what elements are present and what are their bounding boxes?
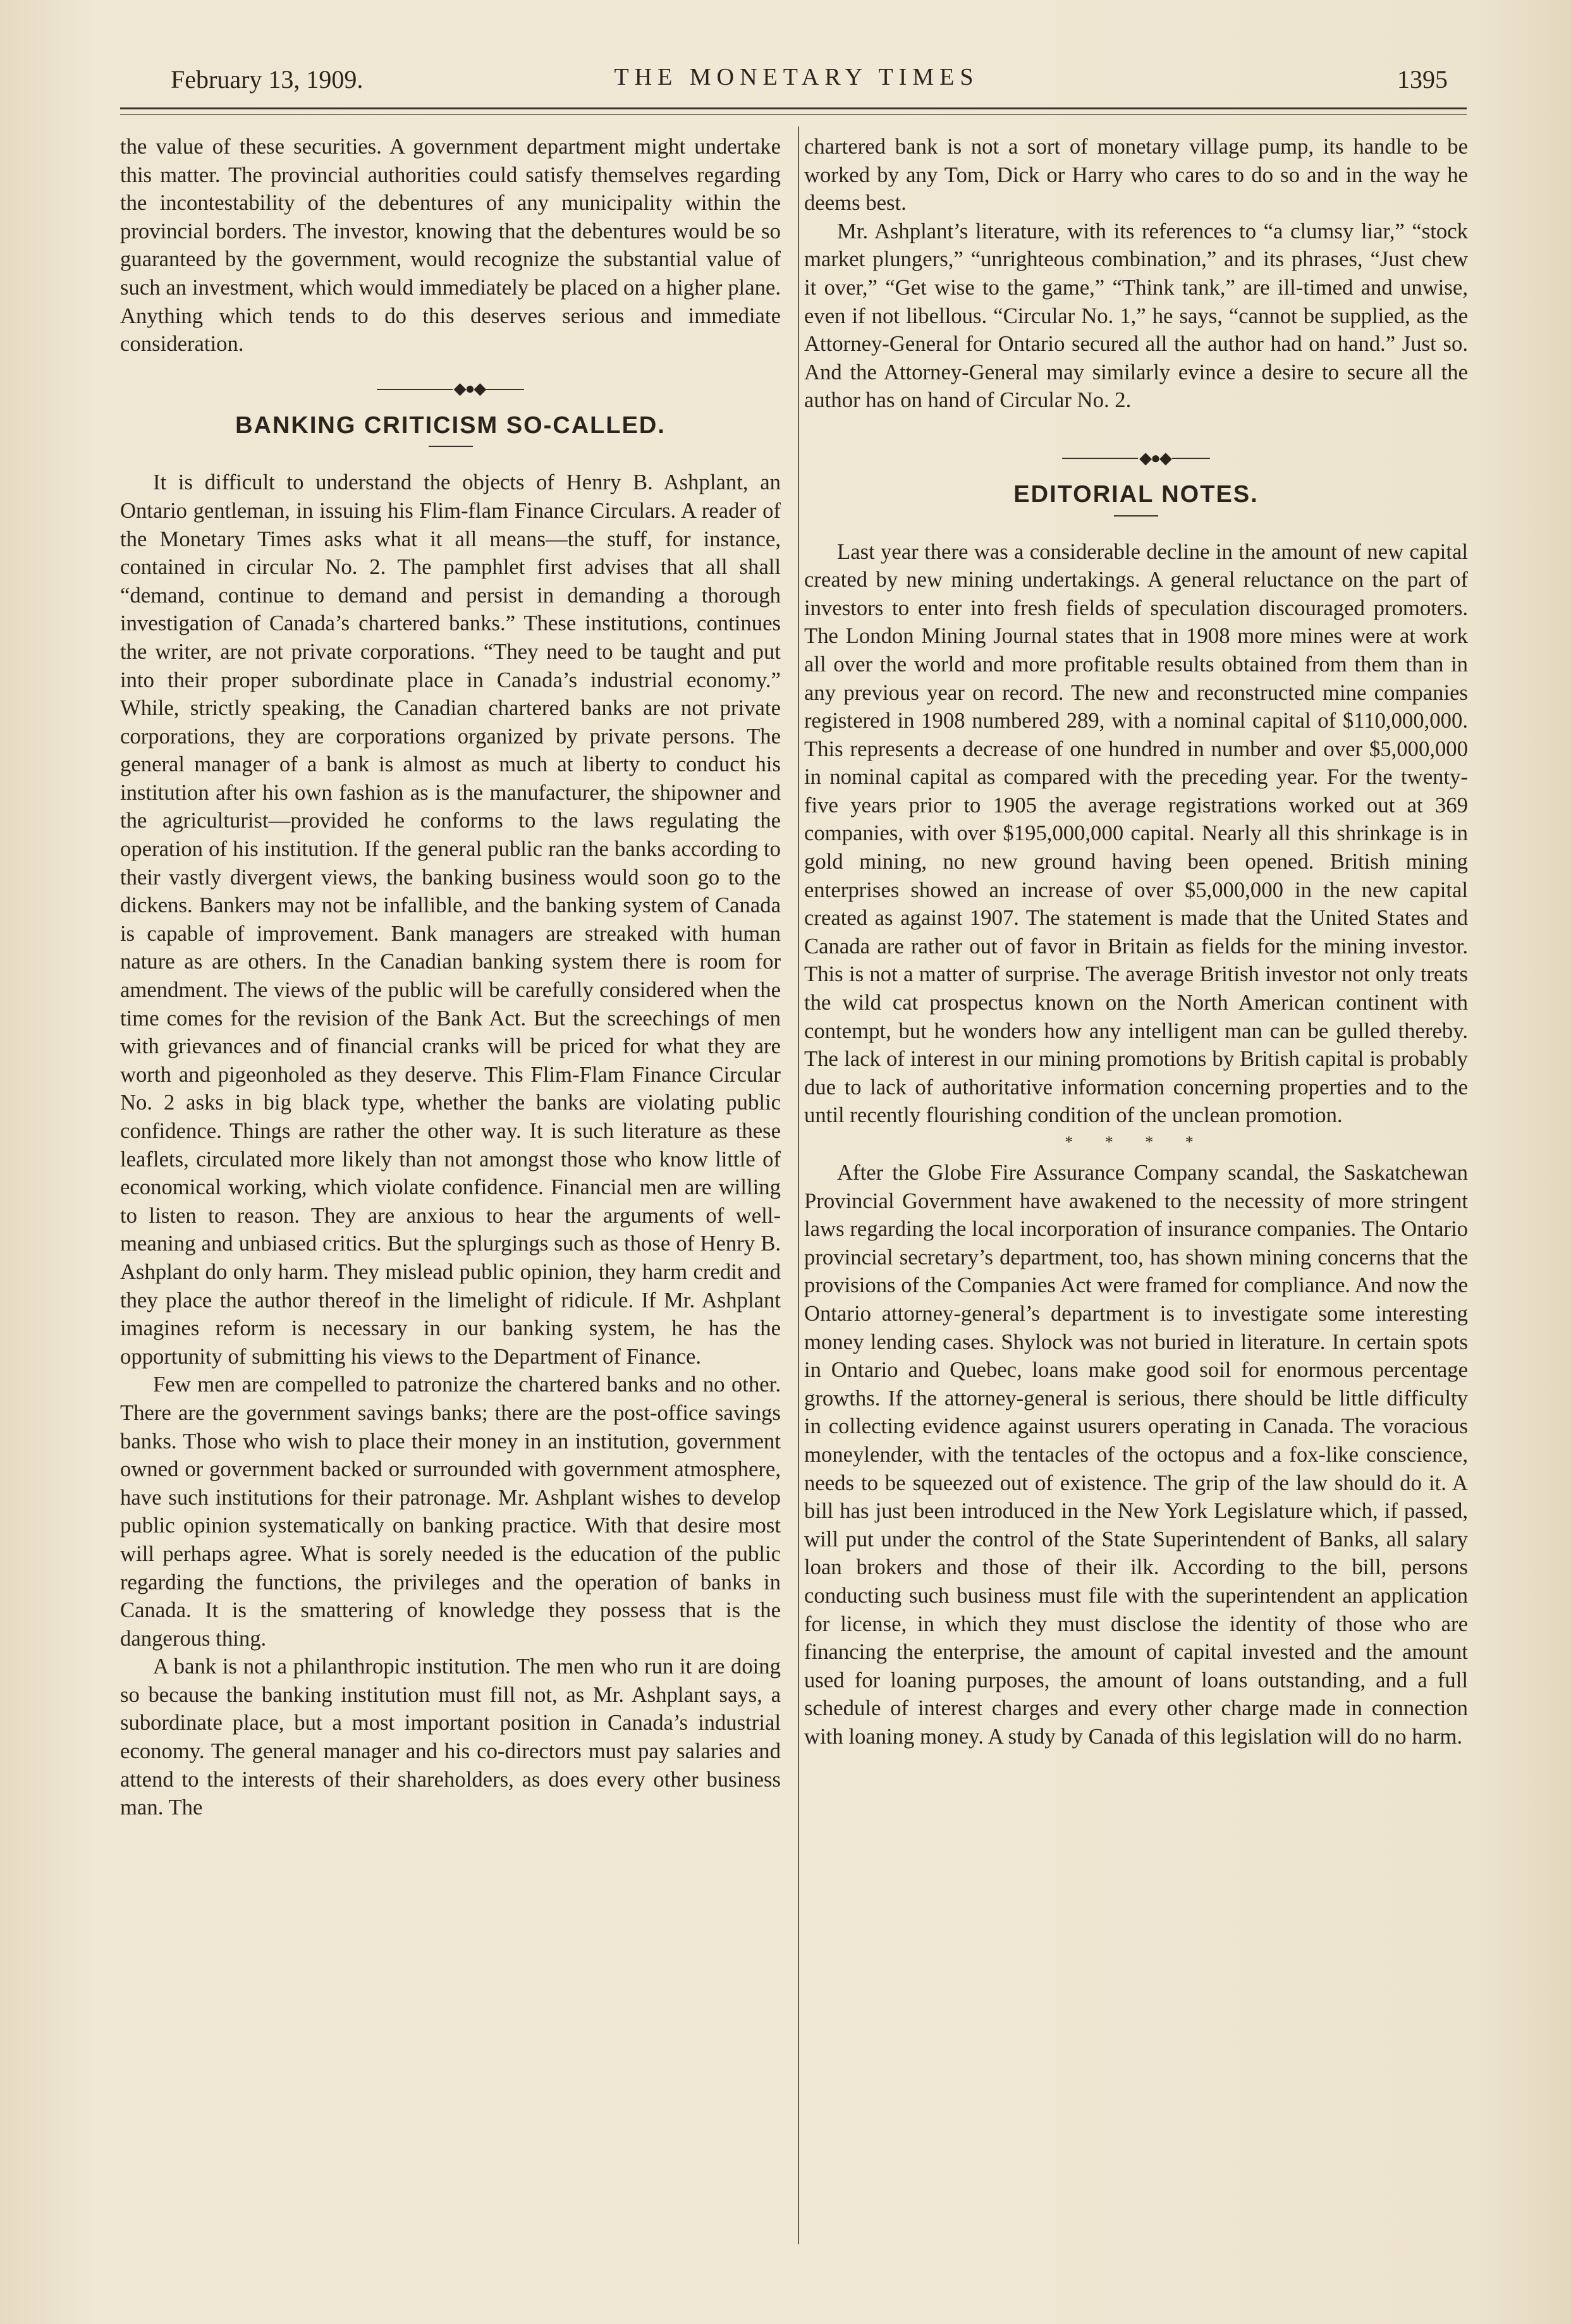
section-ornament: ◆●◆	[120, 374, 781, 393]
article-paragraph: Mr. Ashplant’s literature, with its references to “a clumsy liar,” “stock market plungers,” “unrighteous combination,” and its phrases, “Just chew it over,” “Get wise to the game,” “Think tank,” are ill-timed and unwise, even if not libellous. “Circular No. 1,” he says, “cannot be supplied, as the Attorney-General for Ontario secured all the author had on hand.” Just so. And the Attorney-General may similarly evince a desire to secure all the author has on hand of Circular No. 2.	[804, 218, 1468, 413]
editorial-paragraph: Last year there was a considerable decline in the amount of new capital created by new mining undertakings. A general reluctance on the part of investors to enter into fresh fields of speculation discouraged promoters. The London Mining Journal states that in 1908 more mines were at work all over the world and more profitable results obtained from them than in any previous year on record. The new and reconstructed mine companies registered in 1908 numbered 289, with a nominal capital of $110,000,000. This represents a decrease of one hundred in number and over $5,000,000 in nominal capital as compared with the preceding year. For the twenty-five years prior to 1905 the average registrations worked out at 369 companies, with over $195,000,000 capital. Nearly all this shrinkage is in gold mining, no new ground having been opened. British mining enterprises showed an increase of over $5,000,000 in the new capital created as against 1907. The statement is made that the United States and Canada are rather out of favor in Britain as fields for the mining investor. This is not a matter of surprise. The average British investor not only treats the wild cat prospectus known on the North American continent with contempt, but he wonders how any intelligent man can be gulled thereby. The lack of interest in our mining promotions by British capital is probably due to lack of authoritative information concerning properties and to the until recently flourishing condition of the unclean promotion.	[804, 539, 1468, 1128]
article-paragraph: A bank is not a philanthropic institution. The men who run it are doing so because the banking institution must fill not, as Mr. Ashplant says, a subordinate place, but a most important position in Canada’s industrial economy. The general manager and his co-directors must pay salaries and attend to the interests of their shareholders, as does every other business man. The	[120, 1654, 781, 1820]
intro-paragraph: the value of these securities. A government department might undertake this matter. The provincial authorities could satisfy themselves regarding the incontestability of the debentures of any municipality within the provincial borders. The investor, knowing that the debentures would be so guaranteed by the government, would recognize the substantial value of such an investment, which would immediately be placed on a higher plane. Anything which tends to do this deserves serious and immediate consideration.	[120, 134, 781, 357]
header-rule-thin	[120, 114, 1467, 115]
right-column	[804, 133, 1468, 1751]
heading-underline	[1114, 515, 1158, 517]
left-column	[120, 133, 781, 1822]
header-date: February 13, 1909.	[171, 65, 364, 94]
section-heading-editorial-notes: EDITORIAL NOTES.	[1013, 480, 1259, 508]
section-heading-banking-criticism: BANKING CRITICISM SO-CALLED.	[235, 412, 666, 439]
page-header	[120, 58, 1473, 102]
article-paragraph: It is difficult to understand the objects of Henry B. Ashplant, an Ontario gentleman, in issuing his Flim-flam Finance Circulars. A reader of the Monetary Times asks what it all means—the stuff, for instance, contained in circular No. 2. The pamphlet first advises that all shall “demand, continue to demand and persist in demanding a thorough investigation of Canada’s chartered banks.” These institutions, continues the writer, are not private corporations. “They need to be taught and put into their proper subordinate place in Canada’s industrial economy.” While, strictly speaking, the Canadian chartered banks are not private corporations, they are corporations organized by private persons. The general manager of a bank is almost as much at liberty to conduct his institution after his own fashion as is the manufacturer, the shipowner and the agriculturist—provided he conforms to the laws regulating the operation of his institution. If the general public ran the banks according to their vastly divergent views, the banking business would soon go to the dickens. Bankers may not be infallible, and the banking system of Canada is capable of improvement. Bank managers are streaked with human nature as are others. In the Canadian banking system there is room for amendment. The views of the public will be carefully considered when the time comes for the revision of the Bank Act. But the screechings of men with grievances and of financial cranks will be priced for what they are worth and pigeonholed as they deserve. This Flim-Flam Finance Circular No. 2 asks in big black type, whether the banks are violating public confidence. Things are rather the other way. It is such literature as these leaflets, circulated more likely than not amongst those who know little of economical working, which violate confidence. Financial men are willing to listen to reason. They are anxious to hear the arguments of well-meaning and unbiased critics. But the splurgings such as those of Henry B. Ashplant do only harm. They mislead public opinion, they harm credit and they place the author thereof in the limelight of ridicule. If Mr. Ashplant imagines reform is necessary in our banking system, he has the opportunity of submitting his views to the Department of Finance.	[120, 470, 781, 1369]
article-paragraph: Few men are compelled to patronize the chartered banks and no other. There are the government savings banks; there are the post-office savings banks. Those who wish to place their money in an institution, government owned or government backed or surrounded with government atmosphere, have such institutions for their patronage. Mr. Ashplant wishes to develop public opinion systematically on banking practice. With that desire most will perhaps agree. What is sorely needed is the education of the public regarding the functions, the privileges and the operation of banks in Canada. It is the smattering of knowledge they possess that is the dangerous thing.	[120, 1372, 781, 1651]
editorial-paragraph: After the Globe Fire Assurance Company scandal, the Saskatchewan Provincial Government have awakened to the necessity of more stringent laws regarding the local incorporation of insurance companies. The Ontario provincial secretary’s department, too, has shown mining concerns that the provisions of the Companies Act were framed for compliance. And now the Ontario attorney-general’s department is to investigate some interesting money lending cases. Shylock was not buried in literature. In certain spots in Ontario and Quebec, loans make good soil for enormous percentage growths. If the attorney-general is serious, there should be little difficulty in collecting evidence against usurers operating in Canada. The voracious moneylender, with the tentacles of the octopus and a fox-like conscience, needs to be squeezed out of existence. The grip of the law should do it. A bill has just been introduced in the New York Legislature which, if passed, will put under the control of the State Superintendent of Banks, all salary loan brokers and those of their ilk. According to the bill, persons conducting such business must file with the superintendent an application for license, in which they must disclose the identity of those who are financing the enterprise, the amount of capital invested and the amount used for loaning purposes, the amount of loans outstanding, and a full schedule of interest charges and every other charge made in connection with loaning money. A study by Canada of this legislation will do no harm.	[804, 1160, 1468, 1749]
section-ornament: ◆●◆	[804, 443, 1468, 462]
heading-underline	[429, 446, 473, 447]
continuation-paragraph: chartered bank is not a sort of monetary village pump, its handle to be worked by any Tom, Dick or Harry who cares to do so and in the way he deems best.	[804, 134, 1468, 216]
separator-stars: * * * *	[1065, 1133, 1207, 1151]
column-divider	[798, 126, 799, 2244]
header-title: THE MONETARY TIMES	[614, 64, 979, 90]
header-page-number: 1395	[1397, 65, 1448, 94]
header-rule-thick	[120, 107, 1467, 109]
